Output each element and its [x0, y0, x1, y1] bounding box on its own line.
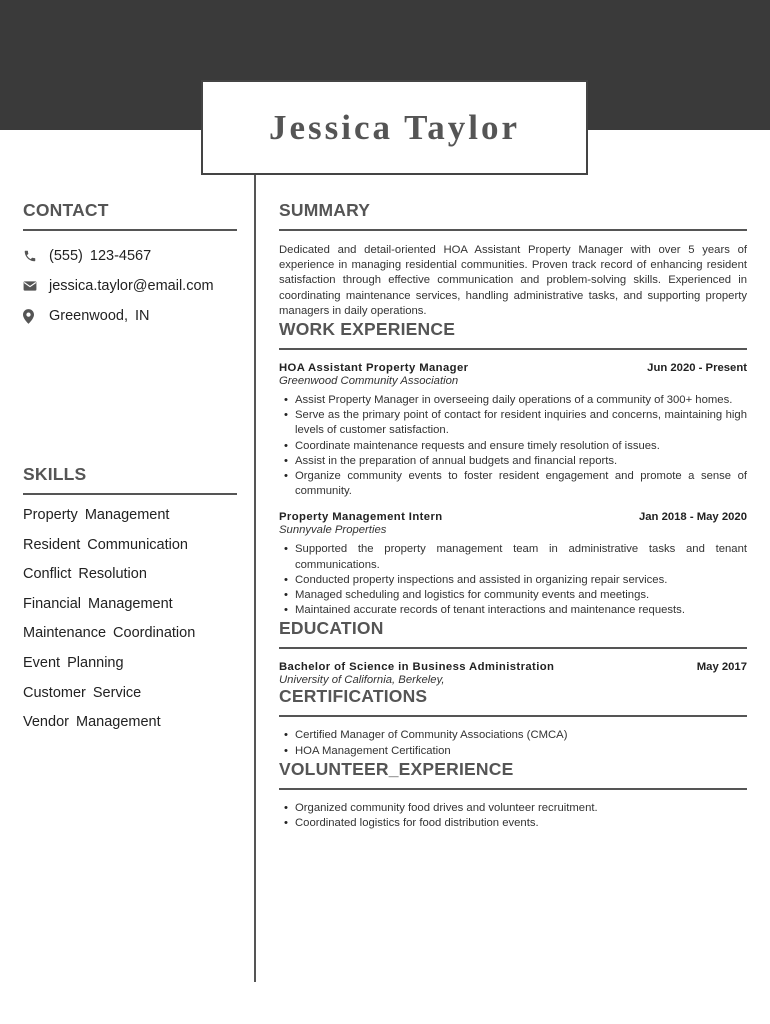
bullet-item: • Supported the property management team in administrative tasks and tenant communications.	[279, 542, 747, 572]
bullet-item: • Conducted property inspections and assisted in organizing repair services.	[279, 573, 747, 588]
skill-item: Resident Communication	[23, 536, 188, 553]
contact-heading: CONTACT	[23, 200, 237, 231]
job-entry	[279, 511, 747, 618]
phone-text: (555) 123-4567	[49, 248, 152, 264]
skill-item: Customer Service	[23, 684, 142, 701]
name-box	[201, 80, 588, 175]
right-column	[279, 200, 747, 831]
location-text: Greenwood, IN	[49, 308, 150, 324]
volunteer-list	[279, 801, 747, 831]
skill-item: Conflict Resolution	[23, 566, 147, 583]
contact-list	[23, 241, 237, 331]
bullet-item: • Organize community events to foster resident engagement and promote a sense of community.	[279, 469, 747, 499]
summary-text: Dedicated and detail-oriented HOA Assistant Property Manager with over 5 years of experience in managing residential communities. Proven track record of enhancing resident satisfaction through effective communication and problem-solving skills. Experienced in coordinating maintenance services, handling administrative tasks, and supporting property managers in daily operations.	[279, 244, 747, 317]
phone-icon	[23, 249, 49, 263]
education-date: May 2017	[696, 661, 747, 674]
skill-item: Financial Management	[23, 595, 173, 612]
volunteer-item: • Coordinated logistics for food distribution events.	[279, 816, 747, 831]
bullet-item: • Assist Property Manager in overseeing daily operations of a community of 300+ homes.	[279, 393, 747, 408]
school: University of California, Berkeley,	[279, 674, 445, 687]
contact-email	[23, 271, 237, 301]
education-header	[279, 661, 747, 673]
bullet-item: • Maintained accurate records of tenant interactions and maintenance requests.	[279, 603, 747, 618]
job-header	[279, 511, 747, 523]
bullet-item: • Coordinate maintenance requests and ensure timely resolution of issues.	[279, 439, 747, 454]
work-section	[279, 319, 747, 618]
envelope-icon	[23, 280, 49, 292]
education-section	[279, 618, 747, 686]
email-text: jessica.taylor@email.com	[49, 278, 214, 294]
summary-section	[279, 200, 747, 319]
volunteer-item: • Organized community food drives and volunteer recruitment.	[279, 801, 747, 816]
left-column	[23, 200, 237, 738]
contact-location	[23, 301, 237, 331]
education-heading: EDUCATION	[279, 618, 747, 649]
job-org: Greenwood Community Association	[279, 375, 459, 388]
certification-item: • Certified Manager of Community Associations (CMCA)	[279, 728, 747, 743]
job-dates: Jun 2020 - Present	[647, 362, 747, 375]
skill-item: Maintenance Coordination	[23, 625, 196, 642]
map-pin-icon	[23, 309, 49, 324]
job-bullets	[279, 542, 747, 618]
skills-heading: SKILLS	[23, 464, 237, 495]
work-heading: WORK EXPERIENCE	[279, 319, 747, 350]
bullet-item: • Serve as the primary point of contact for resident inquiries and concerns, maintaining high levels of customer satisfaction.	[279, 408, 747, 438]
skill-item: Vendor Management	[23, 714, 161, 731]
column-divider	[254, 175, 256, 982]
bullet-item: • Assist in the preparation of annual budgets and financial reports.	[279, 454, 747, 469]
volunteer-section	[279, 759, 747, 831]
job-header	[279, 362, 747, 374]
skill-item: Property Management	[23, 507, 170, 523]
job-bullets	[279, 393, 747, 499]
candidate-name: Jessica Taylor	[268, 107, 521, 147]
skill-item: Event Planning	[23, 654, 124, 671]
job-role: HOA Assistant Property Manager	[279, 362, 469, 375]
job-role: Property Management Intern	[279, 511, 443, 524]
degree: Bachelor of Science in Business Administration	[279, 661, 555, 674]
certifications-section	[279, 686, 747, 758]
volunteer-heading: VOLUNTEER_EXPERIENCE	[279, 759, 747, 790]
job-entry	[279, 362, 747, 499]
certification-item: • HOA Management Certification	[279, 744, 747, 759]
certifications-list	[279, 728, 747, 758]
skills-section	[23, 464, 237, 738]
skills-list	[23, 501, 237, 738]
job-org: Sunnyvale Properties	[279, 524, 387, 537]
summary-heading: SUMMARY	[279, 200, 747, 231]
certifications-heading: CERTIFICATIONS	[279, 686, 747, 717]
bullet-item: • Managed scheduling and logistics for community events and meetings.	[279, 588, 747, 603]
contact-section	[23, 200, 237, 331]
education-entry	[279, 661, 747, 686]
contact-phone	[23, 241, 237, 271]
job-dates: Jan 2018 - May 2020	[638, 511, 747, 524]
